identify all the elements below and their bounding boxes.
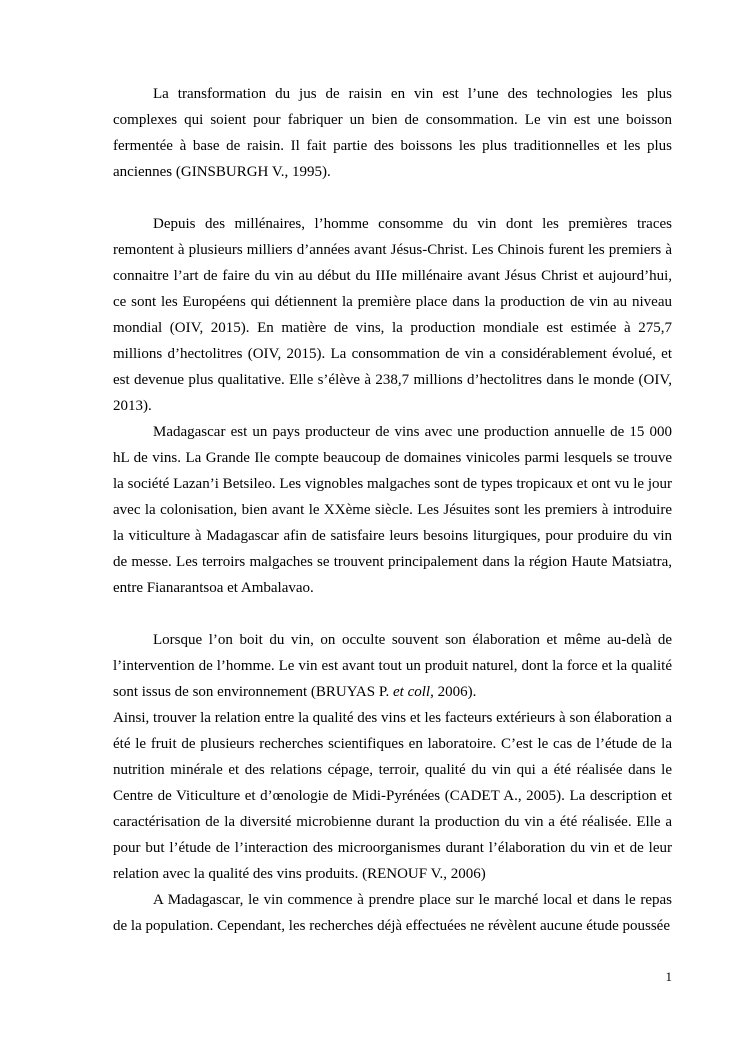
paragraph-wine-elaboration-citation-italic: et coll — [393, 684, 431, 700]
paragraph-wine-transformation: La transformation du jus de raisin en vin est l’une des technologies les plus complexes qui soient pour fabriquer un bien de consommation. Le vin est une boisson fermentée à base de raisin. Il fait partie des boissons les plus traditionnelles et les plus anciennes (GINSBURGH V., 1995). — [113, 86, 672, 180]
paragraph-wine-elaboration-citation-end: , 2006). — [430, 684, 477, 700]
page-number: 1 — [665, 969, 672, 984]
paragraph-wine-history: Depuis des millénaires, l’homme consomme du vin dont les premières traces remontent à plusieurs milliers d’années avant Jésus-Christ. Les Chinois furent les premiers à connaitre l’art de faire du vin au début du IIIe millénaire avant Jésus Christ et aujourd’hui, ce sont les Européens qui détiennent la première place dans la production de vin au niveau mondial (OIV, 2015). En matière de vins, la production mondiale est estimée à 275,7 millions d’hectolitres (OIV, 2015). La consommation de vin a considérablement évolué, et est devenue plus qualitative. Elle s’élève à 238,7 millions d’hectolitres dans le monde (OIV, 2013). — [113, 216, 672, 414]
paragraph-wine-elaboration — [113, 627, 672, 705]
paragraph-scientific-research: Ainsi, trouver la relation entre la qualité des vins et les facteurs extérieurs à son élaboration a été le fruit de plusieurs recherches scientifiques en laboratoire. C’est le cas de l’étude de la nutrition minérale et des relations cépage, terroir, qualité du vin qui a été réalisée dans le Centre de Viticulture et d’œnologie de Midi-Pyrénées (CADET A., 2005). La description et caractérisation de la diversité microbienne durant la production du vin a été réalisée. Elle a pour but l’étude de l’interaction des microorganismes durant l’élaboration du vin et de leur relation avec la qualité des vins produits. (RENOUF V., 2006) — [113, 710, 672, 882]
paragraph-wine-elaboration-text: Lorsque l’on boit du vin, on occulte souvent son élaboration et même au-delà de l’intervention de l’homme. Le vin est avant tout un produit naturel, dont la force et la qualité sont issus de son environnement (BRUYAS P. — [113, 632, 672, 700]
paragraph-madagascar-production: Madagascar est un pays producteur de vins avec une production annuelle de 15 000 hL de vins. La Grande Ile compte beaucoup de domaines vinicoles parmi lesquels se trouve la société Lazan’i Betsileo. Les vignobles malgaches sont de types tropicaux et ont vu le jour avec la colonisation, bien avant le XXème siècle. Les Jésuites sont les premiers à introduire la viticulture à Madagascar afin de satisfaire leurs besoins liturgiques, pour produire du vin de messe. Les terroirs malgaches se trouvent principalement dans la région Haute Matsiatra, entre Fianarantsoa et Ambalavao. — [113, 424, 672, 596]
paragraph-madagascar-market: A Madagascar, le vin commence à prendre place sur le marché local et dans le repas de la population. Cependant, les recherches déjà effectuées ne révèlent aucune étude poussée — [113, 892, 672, 934]
page-body-text — [113, 81, 672, 939]
